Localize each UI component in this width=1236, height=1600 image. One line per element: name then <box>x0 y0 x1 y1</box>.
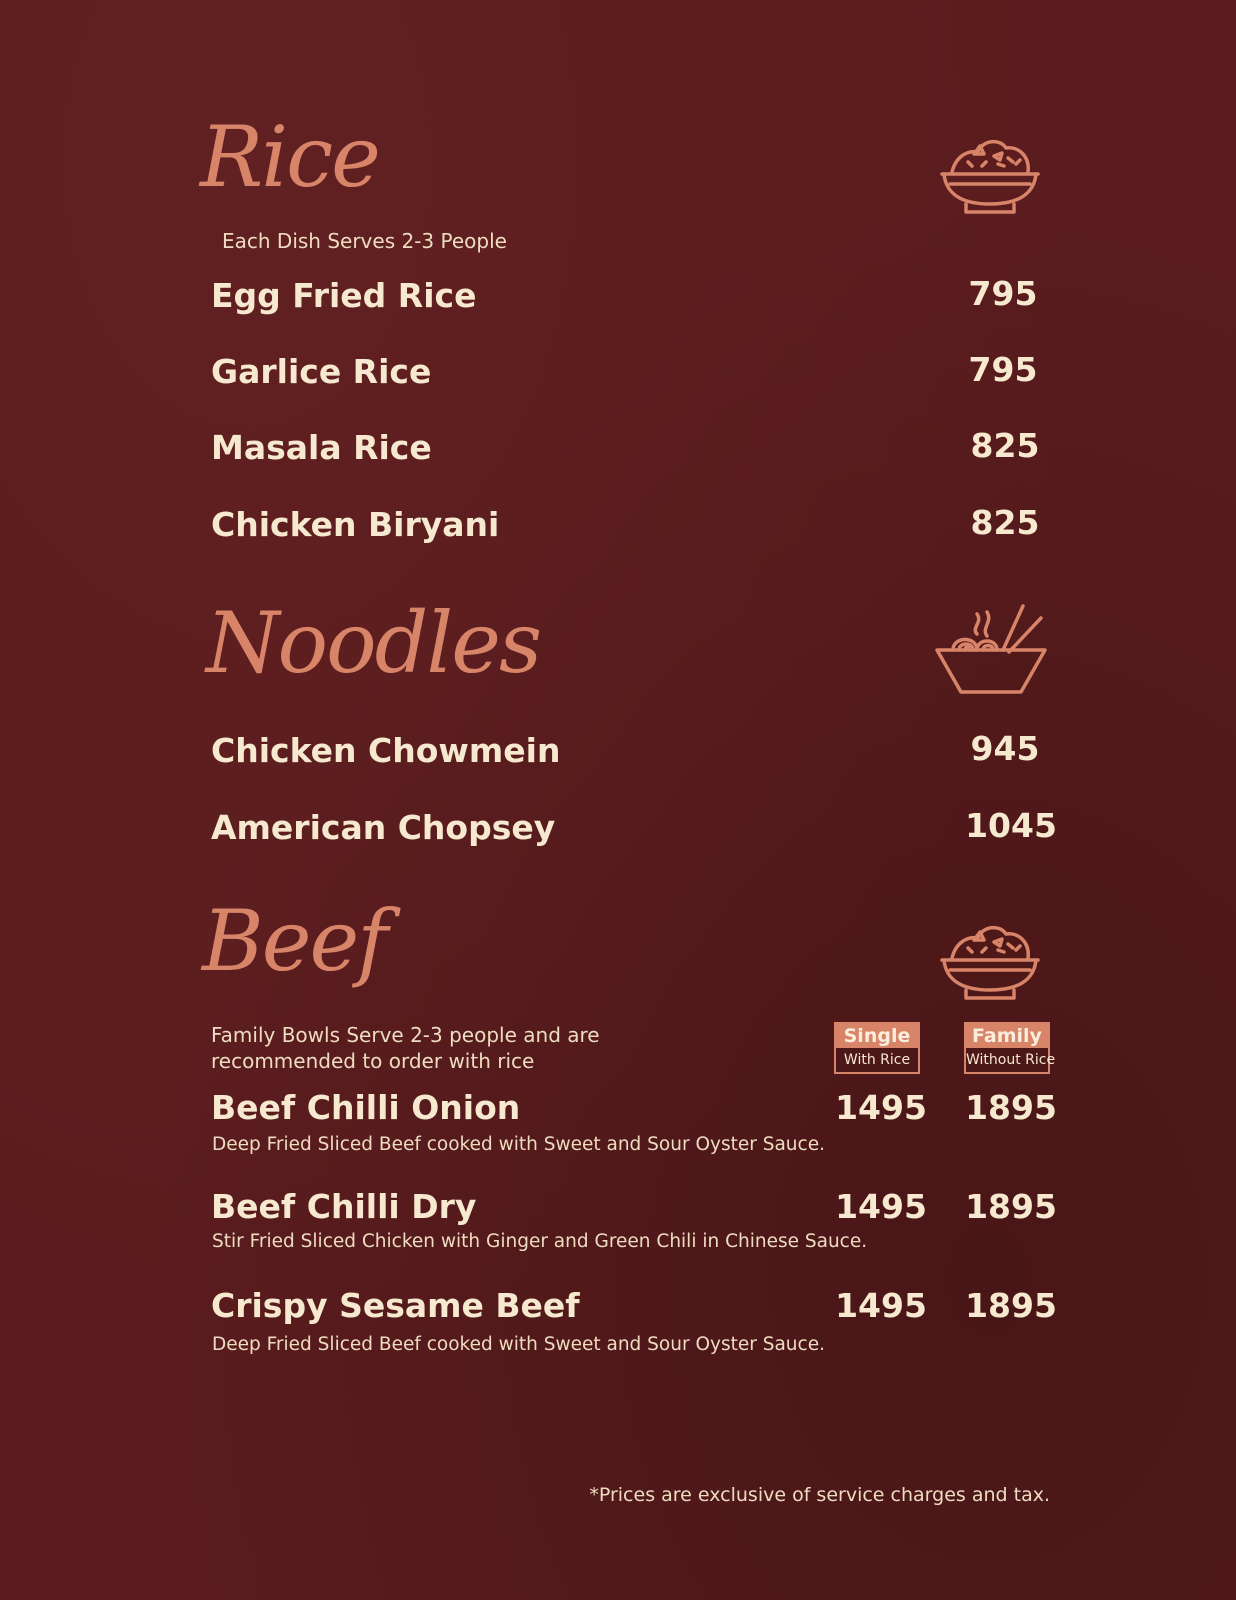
price-disclaimer: *Prices are exclusive of service charges and tax. <box>589 1484 1050 1506</box>
rice-item-price: 825 <box>970 426 1040 465</box>
column-label-family: Family <box>966 1024 1048 1048</box>
rice-item-name: Chicken Biryani <box>211 505 500 544</box>
noodle-bowl-icon <box>935 604 1047 704</box>
noodles-item-price: 1045 <box>965 806 1057 845</box>
beef-item-price-single: 1495 <box>835 1286 927 1325</box>
beef-item-price-single: 1495 <box>835 1187 927 1226</box>
beef-item-price-family: 1895 <box>965 1088 1057 1127</box>
beef-item-price-single: 1495 <box>835 1088 927 1127</box>
column-header-single <box>834 1022 920 1074</box>
beef-note-line1: Family Bowls Serve 2-3 people and are <box>211 1023 600 1047</box>
beef-item-description: Deep Fried Sliced Beef cooked with Sweet and Sour Oyster Sauce. <box>212 1334 825 1355</box>
column-sublabel-family: Without Rice <box>966 1052 1056 1068</box>
rice-bowl-icon <box>938 132 1042 216</box>
beef-item-price-family: 1895 <box>965 1187 1057 1226</box>
rice-bowl-icon <box>938 918 1042 1002</box>
rice-item-name: Masala Rice <box>211 428 432 467</box>
rice-item-name: Garlice Rice <box>211 352 432 391</box>
section-title-beef: Beef <box>202 892 387 990</box>
column-header-family <box>964 1022 1056 1074</box>
beef-item-name: Beef Chilli Dry <box>211 1187 477 1226</box>
noodles-item-price: 945 <box>970 729 1040 768</box>
rice-item-price: 825 <box>970 503 1040 542</box>
section-title-noodles: Noodles <box>206 594 541 692</box>
rice-item-name: Egg Fried Rice <box>211 276 477 315</box>
beef-item-description: Deep Fried Sliced Beef cooked with Sweet and Sour Oyster Sauce. <box>212 1134 825 1155</box>
rice-item-price: 795 <box>968 350 1038 389</box>
beef-item-name: Crispy Sesame Beef <box>211 1286 580 1325</box>
noodles-item-name: Chicken Chowmein <box>211 731 561 770</box>
column-label-single: Single <box>836 1024 918 1048</box>
rice-item-price: 795 <box>968 274 1038 313</box>
noodles-item-name: American Chopsey <box>211 808 556 847</box>
beef-item-name: Beef Chilli Onion <box>211 1088 521 1127</box>
beef-item-description: Stir Fried Sliced Chicken with Ginger and Green Chili in Chinese Sauce. <box>212 1231 868 1252</box>
column-sublabel-single: With Rice <box>843 1052 911 1068</box>
beef-item-price-family: 1895 <box>965 1286 1057 1325</box>
rice-serving-note: Each Dish Serves 2-3 People <box>222 229 507 253</box>
section-title-rice: Rice <box>200 108 379 206</box>
beef-note-line2: recommended to order with rice <box>211 1049 535 1073</box>
